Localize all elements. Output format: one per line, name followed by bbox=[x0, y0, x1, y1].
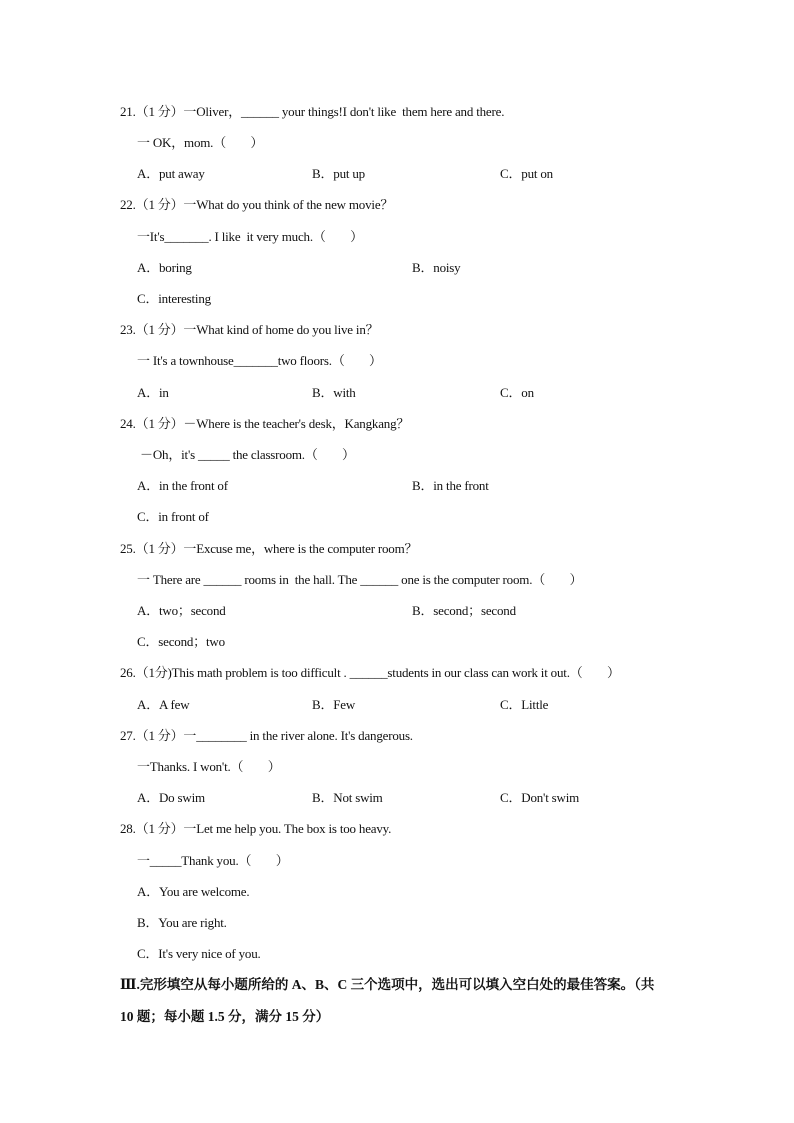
question-25-reply: 一 There are ______ rooms in the hall. The ______ one is the computer room.（ ） bbox=[137, 572, 583, 587]
question-28-option-a: A．You are welcome. bbox=[137, 884, 250, 899]
question-24-stem: 24.（1 分）－Where is the teacher's desk，Kangkang？ bbox=[120, 416, 410, 431]
question-22-option-c: C．interesting bbox=[137, 291, 211, 306]
question-22-option-a: A．boring bbox=[137, 260, 192, 275]
question-22-reply: 一It's_______. I like it very much.（ ） bbox=[137, 229, 363, 244]
section-3-heading-line-1: Ⅲ.完形填空从每小题所给的 A、B、C 三个选项中，选出可以填入空白处的最佳答案。（共 bbox=[120, 977, 655, 992]
question-24-option-a: A．in the front of bbox=[137, 478, 228, 493]
question-25-option-b: B．second；second bbox=[412, 603, 516, 618]
question-26-stem: 26.（1分)This math problem is too difficult . ______students in our class can work it out.（ ） bbox=[120, 665, 620, 680]
question-21-stem: 21.（1 分）一Oliver，______ your things!I don't like them here and there. bbox=[120, 104, 505, 119]
question-26-option-b: B．Few bbox=[312, 697, 356, 712]
question-21-option-a: A．put away bbox=[137, 166, 205, 181]
question-28-stem: 28.（1 分）一Let me help you. The box is too heavy. bbox=[120, 821, 392, 836]
question-21-option-b: B．put up bbox=[312, 166, 365, 181]
question-21-reply: 一 OK，mom.（ ） bbox=[137, 135, 264, 150]
question-28-option-c: C．It's very nice of you. bbox=[137, 946, 261, 961]
section-3-heading-line-2: 10 题；每小题 1.5 分，满分 15 分） bbox=[120, 1009, 330, 1024]
question-24-option-b: B．in the front bbox=[412, 478, 489, 493]
question-26-option-c: C．Little bbox=[500, 697, 549, 712]
question-24-option-c: C．in front of bbox=[137, 509, 209, 524]
question-24-reply: －Oh，it's _____ the classroom.（ ） bbox=[137, 447, 355, 462]
question-25-option-a: A．two；second bbox=[137, 603, 226, 618]
question-27-option-b: B．Not swim bbox=[312, 790, 383, 805]
question-28-option-b: B．You are right. bbox=[137, 915, 227, 930]
question-27-option-a: A．Do swim bbox=[137, 790, 205, 805]
question-23-option-a: A．in bbox=[137, 385, 169, 400]
question-27-option-c: C．Don't swim bbox=[500, 790, 580, 805]
question-23-option-b: B．with bbox=[312, 385, 356, 400]
question-25-option-c: C．second；two bbox=[137, 634, 225, 649]
question-26-option-a: A．A few bbox=[137, 697, 190, 712]
question-23-reply: 一 It's a townhouse_______two floors.（ ） bbox=[137, 353, 382, 368]
question-27-stem: 27.（1 分）一________ in the river alone. It's dangerous. bbox=[120, 728, 413, 743]
question-25-stem: 25.（1 分）一Excuse me，where is the computer room？ bbox=[120, 541, 418, 556]
question-22-option-b: B．noisy bbox=[412, 260, 461, 275]
question-22-stem: 22.（1 分）一What do you think of the new movie？ bbox=[120, 197, 394, 212]
question-23-option-c: C．on bbox=[500, 385, 534, 400]
question-21-option-c: C．put on bbox=[500, 166, 553, 181]
question-23-stem: 23.（1 分）一What kind of home do you live in？ bbox=[120, 322, 379, 337]
question-28-reply: 一_____Thank you.（ ） bbox=[137, 853, 289, 868]
question-27-reply: 一Thanks. I won't.（ ） bbox=[137, 759, 281, 774]
